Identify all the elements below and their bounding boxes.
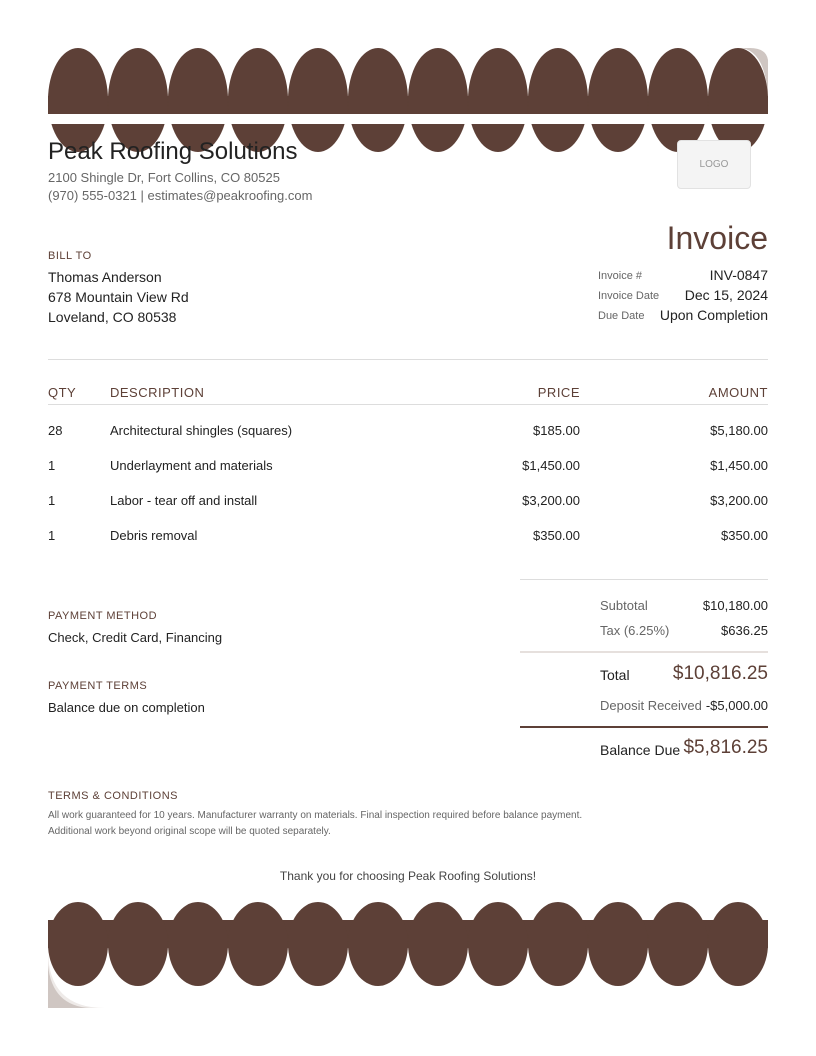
balance-value: $5,816.25 [683, 737, 768, 758]
scallop [648, 902, 708, 986]
deposit-value: -$5,000.00 [705, 698, 768, 713]
scallop [288, 902, 348, 986]
qty-cell: 1 [48, 458, 56, 473]
header-price: PRICE [537, 385, 580, 400]
payment-terms: Balance due on completion [48, 700, 205, 715]
table-header [48, 385, 768, 405]
amount-cell: $3,200.00 [710, 493, 768, 508]
payment-method: Check, Credit Card, Financing [48, 630, 223, 645]
price-cell: $185.00 [533, 423, 580, 438]
description-cell: Debris removal [110, 528, 198, 543]
description-cell: Labor - tear off and install [110, 493, 258, 508]
total-label: Total [600, 667, 630, 683]
header-divider [48, 404, 768, 405]
table-row [48, 423, 768, 443]
scallop [408, 48, 468, 152]
price-cell: $1,450.00 [522, 458, 580, 473]
scallop [528, 48, 588, 152]
invoice-title: Invoice [666, 220, 768, 256]
bill-to-name: Thomas Anderson [48, 269, 162, 285]
scallop [708, 48, 768, 152]
amount-cell: $350.00 [721, 528, 768, 543]
logo-placeholder: LOGO [677, 140, 751, 189]
subtotal-value: $10,180.00 [702, 598, 768, 613]
scallop [288, 48, 348, 152]
divider [48, 359, 768, 360]
header-amount: AMOUNT [708, 385, 768, 400]
deposit-label: Deposit Received [600, 698, 702, 713]
bill-to-label: BILL TO [48, 250, 92, 262]
terms-line-2: Additional work beyond original scope will be quoted separately. [48, 826, 331, 837]
payment-method-label: PAYMENT METHOD [48, 610, 158, 622]
price-cell: $3,200.00 [522, 493, 580, 508]
invoice-number: INV-0847 [709, 267, 768, 283]
payment-terms-label: PAYMENT TERMS [48, 680, 148, 692]
scallop [228, 48, 288, 152]
invoice-date: Dec 15, 2024 [684, 287, 768, 303]
totals-divider [520, 579, 768, 580]
scallop [588, 902, 648, 986]
scallop [648, 48, 708, 152]
scallop [168, 902, 228, 986]
header-qty: QTY [48, 385, 77, 400]
tax-label: Tax (6.25%) [600, 623, 670, 638]
balance-label: Balance Due [600, 742, 681, 758]
terms-label: TERMS & CONDITIONS [48, 790, 179, 802]
company-address: 2100 Shingle Dr, Fort Collins, CO 80525 [48, 170, 280, 185]
header-description: DESCRIPTION [110, 385, 205, 400]
subtotal-label: Subtotal [600, 598, 648, 613]
scallop [228, 902, 288, 986]
table-row [48, 528, 768, 548]
scallop [108, 902, 168, 986]
due-date-label: Due Date [598, 310, 645, 322]
scallop [528, 902, 588, 986]
qty-cell: 1 [48, 493, 56, 508]
scallop [48, 48, 108, 152]
due-date: Upon Completion [659, 307, 768, 323]
company-contact: (970) 555-0321 | estimates@peakroofing.com [48, 188, 313, 203]
top-scallop-band [0, 48, 816, 152]
amount-cell: $1,450.00 [710, 458, 768, 473]
scallop [348, 48, 408, 152]
bill-to-city: Loveland, CO 80538 [48, 309, 177, 325]
invoice-date-label: Invoice Date [598, 290, 660, 302]
qty-cell: 1 [48, 528, 56, 543]
subtotal-divider [520, 651, 768, 653]
scallop [468, 902, 528, 986]
scallop [168, 48, 228, 152]
price-cell: $350.00 [533, 528, 580, 543]
tax-value: $636.25 [721, 623, 768, 638]
bottom-scallop-band [48, 902, 768, 1008]
scallop [588, 48, 648, 152]
scallop [48, 902, 108, 986]
invoice-number-label: Invoice # [598, 270, 643, 282]
description-cell: Underlayment and materials [110, 458, 273, 473]
scallop [408, 902, 468, 986]
scallop [108, 48, 168, 152]
company-name: Peak Roofing Solutions [48, 138, 298, 165]
scallop [348, 902, 408, 986]
table-row [48, 493, 768, 513]
terms-line-1: All work guaranteed for 10 years. Manufacturer warranty on materials. Final inspection required before balance payment. [48, 810, 583, 821]
table-row [48, 458, 768, 478]
scallop [708, 902, 768, 986]
thank-you-message: Thank you for choosing Peak Roofing Solutions! [279, 869, 537, 883]
balance-divider [520, 726, 768, 728]
scallop [468, 48, 528, 152]
bill-to-street: 678 Mountain View Rd [48, 289, 189, 305]
total-value: $10,816.25 [672, 663, 768, 684]
amount-cell: $5,180.00 [710, 423, 768, 438]
qty-cell: 28 [48, 423, 63, 438]
description-cell: Architectural shingles (squares) [110, 423, 293, 438]
